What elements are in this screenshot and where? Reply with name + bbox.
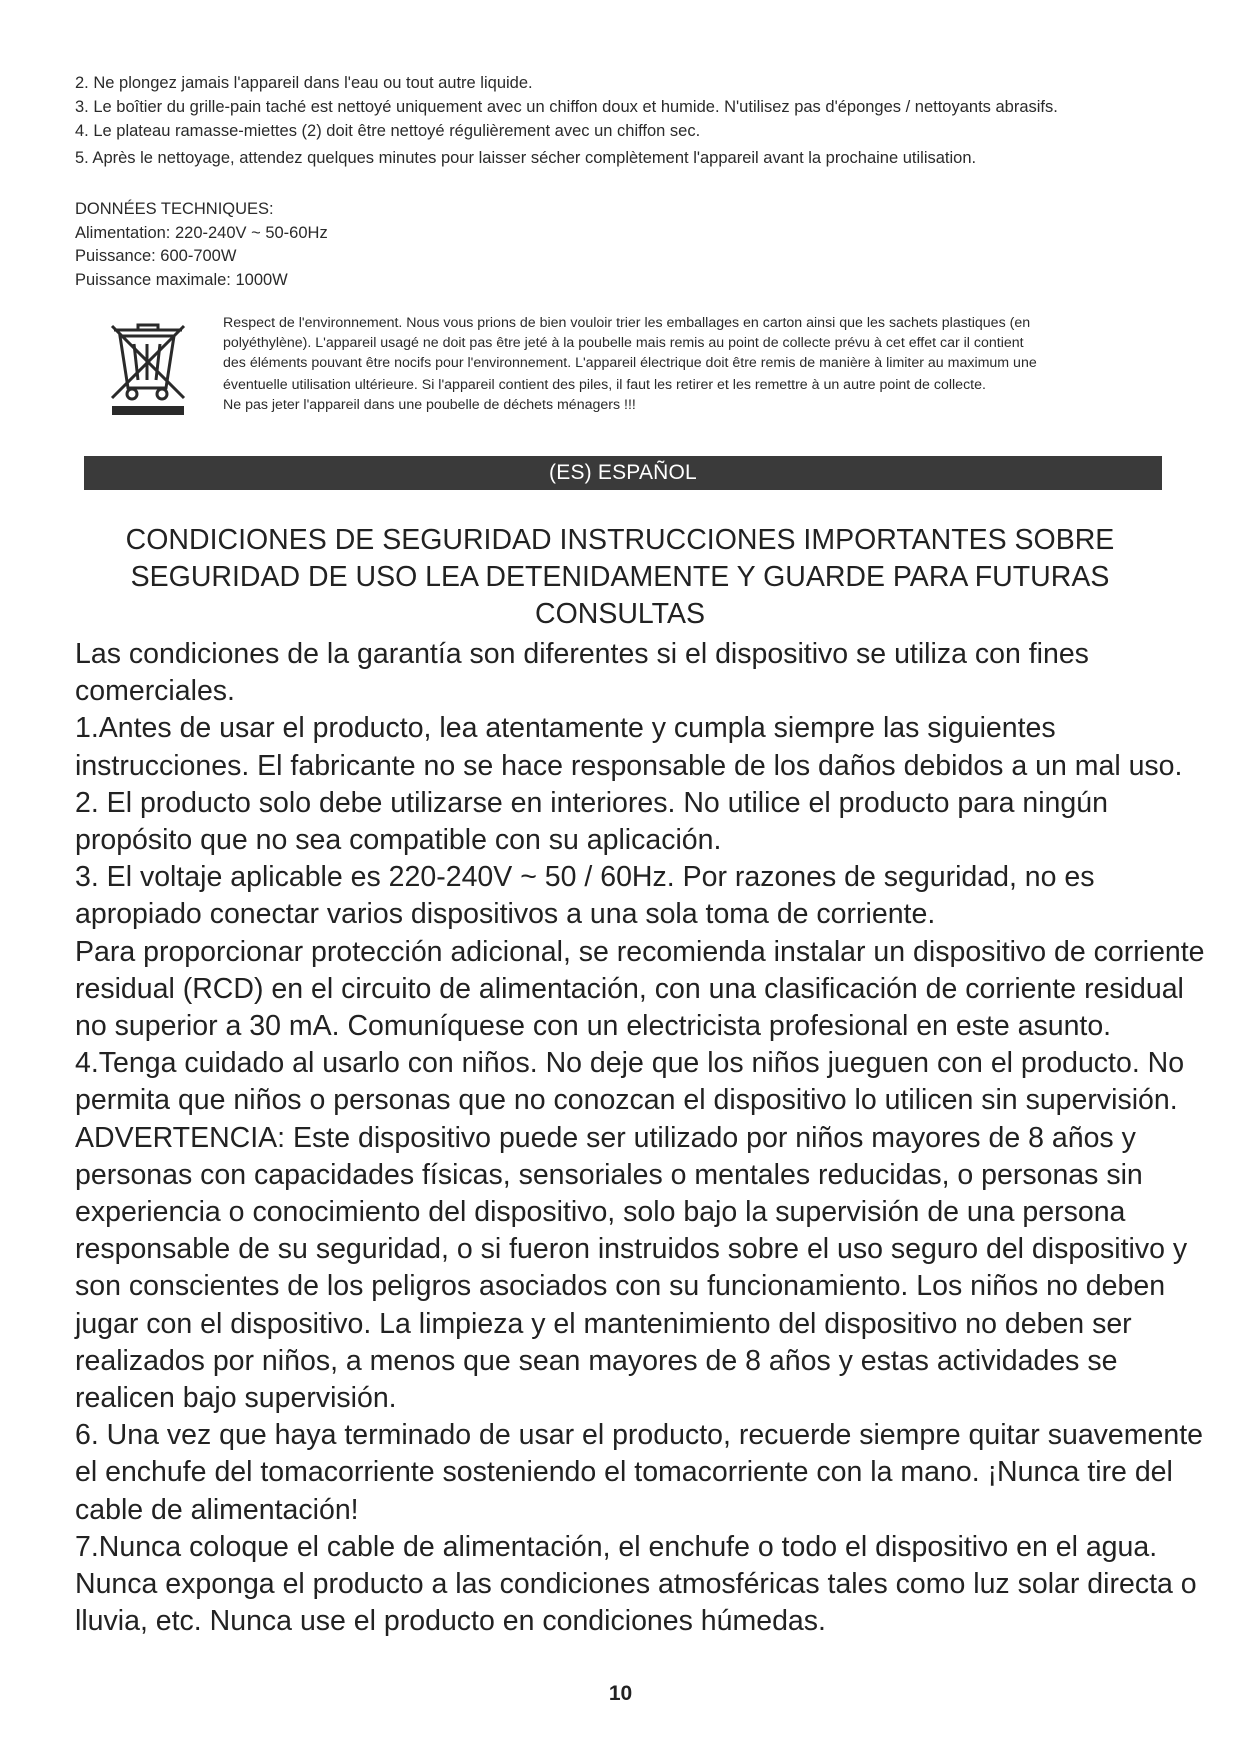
text-line: residual (RCD) en el circuito de alimentación, con una clasificación de corriente residual [75, 972, 1184, 1005]
text-line: Las condiciones de la garantía son diferentes si el dispositivo se utiliza con fines [75, 638, 1089, 670]
list-item: 2. Ne plongez jamais l'appareil dans l'eau ou tout autre liquide. [75, 74, 533, 92]
text-line: comerciales. [75, 675, 235, 708]
technical-data-line: Puissance: 600-700W [75, 247, 237, 265]
environment-line: polyéthylène). L'appareil usagé ne doit pas être jeté à la poubelle mais remis au point de collecte prévu à cet effet car il contient [223, 335, 1024, 351]
text-line: lluvia, etc. Nunca use el producto en condiciones húmedas. [75, 1605, 826, 1638]
language-section-bar: (ES) ESPAÑOL [84, 456, 1162, 490]
text-line: Nunca exponga el producto a las condiciones atmosféricas tales como luz solar directa o [75, 1568, 1197, 1601]
text-line: personas con capacidades físicas, sensoriales o mentales reducidas, o personas sin [75, 1158, 1143, 1191]
text-line: instrucciones. El fabricante no se hace responsable de los daños debidos a un mal uso. [75, 749, 1183, 782]
text-line: el enchufe del tomacorriente sosteniendo el tomacorriente con la mano. ¡Nunca tire del [75, 1456, 1173, 1489]
safety-title-line: SEGURIDAD DE USO LEA DETENIDAMENTE Y GUARDE PARA FUTURAS [130, 561, 1110, 593]
text-line: jugar con el dispositivo. La limpieza y el mantenimiento del dispositivo no deben ser [75, 1307, 1132, 1340]
list-item: 3. Le boîtier du grille-pain taché est nettoyé uniquement avec un chiffon doux et humide. N'utilisez pas d'éponges / nettoyants abrasifs. [75, 97, 1058, 116]
text-line: realicen bajo supervisión. [75, 1382, 397, 1415]
safety-title-line: CONDICIONES DE SEGURIDAD INSTRUCCIONES IMPORTANTES SOBRE [125, 524, 1115, 556]
text-line: responsable de su seguridad, o si fueron instruidos sobre el uso seguro del dispositivo y [75, 1233, 1188, 1266]
french-cleaning-list [75, 72, 1195, 170]
text-line: realizados por niños, a menos que sean mayores de 8 años y estas actividades se [75, 1344, 1118, 1377]
page-number: 10 [608, 1682, 633, 1705]
environment-line: des éléments pouvant être nocifs pour l'environnement. L'appareil électrique doit être remis de manière à limiter au maximum une [223, 355, 1037, 371]
technical-data-line: Puissance maximale: 1000W [75, 270, 288, 289]
safety-title-line: CONSULTAS [535, 598, 705, 630]
technical-data-heading: DONNÉES TECHNIQUES: [75, 200, 274, 218]
text-line: 2. El producto solo debe utilizarse en interiores. No utilice el producto para ningún [75, 786, 1108, 819]
weee-crossed-bin-icon [108, 318, 188, 418]
text-line: no superior a 30 mA. Comuníquese con un electricista profesional en este asunto. [75, 1010, 1112, 1043]
text-line: permita que niños o personas que no conozcan el dispositivo lo utilicen sin supervisión. [75, 1084, 1178, 1117]
technical-data [75, 198, 575, 292]
environment-notice [223, 313, 1163, 415]
text-line: propósito que no sea compatible con su aplicación. [75, 824, 722, 857]
environment-line: Ne pas jeter l'appareil dans une poubelle de déchets ménagers !!! [223, 397, 636, 413]
technical-data-line: Alimentation: 220-240V ~ 50-60Hz [75, 223, 328, 242]
list-item: 4. Le plateau ramasse-miettes (2) doit être nettoyé régulièrement avec un chiffon sec. [75, 122, 701, 140]
environment-line: Respect de l'environnement. Nous vous prions de bien vouloir trier les emballages en carton ainsi que les sachets plastiques (en [223, 315, 1031, 331]
text-line: cable de alimentación! [75, 1493, 359, 1526]
spanish-instructions [75, 636, 1205, 1640]
list-item: 5. Après le nettoyage, attendez quelques minutes pour laisser sécher complètement l'appareil avant la prochaine utilisation. [75, 148, 977, 167]
text-line: Para proporcionar protección adicional, se recomienda instalar un dispositivo de corriente [75, 935, 1205, 968]
environment-line: éventuelle utilisation ultérieure. Si l'appareil contient des piles, il faut les retirer et les remettre à un autre point de collecte. [223, 377, 986, 393]
text-line: 4.Tenga cuidado al usarlo con niños. No deje que los niños jueguen con el producto. No [75, 1047, 1185, 1080]
text-line: 3. El voltaje aplicable es 220-240V ~ 50 / 60Hz. Por razones de seguridad, no es [75, 861, 1095, 894]
text-line: 7.Nunca coloque el cable de alimentación, el enchufe o todo el dispositivo en el agua. [75, 1530, 1158, 1563]
safety-title [90, 522, 1150, 633]
text-line: ADVERTENCIA: Este dispositivo puede ser utilizado por niños mayores de 8 años y [75, 1121, 1136, 1154]
text-line: 6. Una vez que haya terminado de usar el producto, recuerde siempre quitar suavemente [75, 1419, 1203, 1452]
text-line: apropiado conectar varios dispositivos a una sola toma de corriente. [75, 898, 936, 931]
text-line: experiencia o conocimiento del dispositivo, solo bajo la supervisión de una persona [75, 1196, 1126, 1229]
text-line: son conscientes de los peligros asociados con su funcionamiento. Los niños no deben [75, 1270, 1166, 1303]
text-line: 1.Antes de usar el producto, lea atentamente y cumpla siempre las siguientes [75, 712, 1056, 745]
